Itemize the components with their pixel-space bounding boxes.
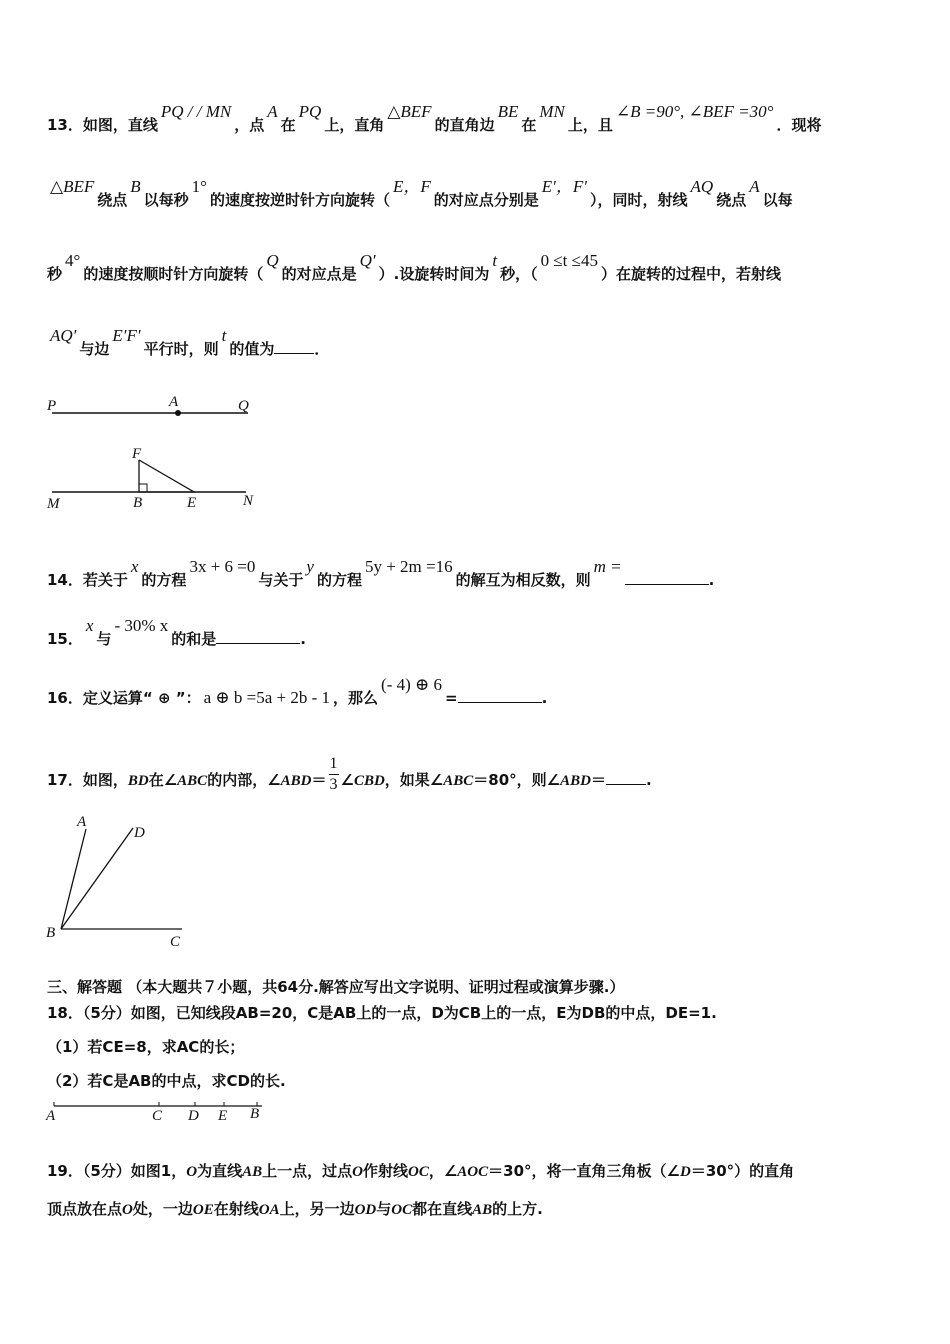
text: . [645,771,652,789]
text: ∠ [340,771,354,789]
q14 [47,557,715,590]
text: 秒 [47,265,63,283]
ray-bd [61,828,133,929]
math-pq-parallel-mn: PQ / / MN [160,102,232,121]
fraction-denominator: 3 [329,776,338,793]
text: 15． [47,630,83,648]
math-d: D [679,1164,691,1180]
label-d: D [188,1108,199,1124]
math-t: t [492,251,498,270]
math-o: O [352,1164,363,1180]
text: 17．如图， [47,771,128,789]
text: 都在直线 [412,1200,473,1218]
text: 绕点 [716,191,747,209]
math-m-equals: m = [593,557,622,576]
text: ，如果∠ [384,771,444,789]
text: 与 [96,630,112,648]
text: 的直角边 [434,116,495,134]
text: 作射线 [362,1162,408,1180]
math-equation-1: 3x + 6 =0 [189,557,256,576]
q18-stem: 18．（5分）如图，已知线段AB=20，C是AB上的一点，D为CB上的一点，E为DB的中点，DE=1. [47,1004,717,1022]
text: 与关于 [258,571,304,589]
text: 以每 [762,191,793,209]
text: 的解互为相反数，则 [455,571,591,589]
text: 上一点，过点 [262,1162,353,1180]
text: 为直线 [197,1162,243,1180]
text: 的速度按逆时针方向旋转（ [209,191,390,209]
math-abc: ABC [443,773,474,789]
math-pq: PQ [298,102,322,121]
math-mn: MN [539,102,565,121]
text: 在∠ [148,771,178,789]
text: = [445,689,458,707]
math-triangle-bef: △BEF [50,177,95,196]
math-o: O [122,1202,133,1218]
text: ），同时，射线 [590,191,688,209]
math-abd: ABD [280,773,312,789]
text: 的速度按顺时针方向旋转（ [83,265,264,283]
figure-13 [46,394,254,512]
label-n: N [243,493,254,509]
text: 的对应点分别是 [433,191,539,209]
label-q: Q [238,398,249,414]
math-e-prime-f-prime: E′F′ [112,326,141,345]
math-oa: OA [258,1202,280,1218]
right-angle-mark [139,484,147,492]
math-e-f: E，F [392,177,431,196]
text: ，∠ [428,1162,458,1180]
math-oc: OC [408,1164,429,1180]
math-x: x [85,616,94,635]
q18-part1: （1）若CE=8，求AC的长； [47,1038,245,1056]
math-od: OD [354,1202,377,1218]
text: 的和是 [171,630,217,648]
label-c: C [152,1108,163,1124]
math-o: O [186,1164,198,1180]
math-ab: AB [472,1202,493,1218]
q19-line1 [47,1161,794,1182]
text: 13．如图，直线 [47,116,158,134]
label-d: D [134,825,145,841]
text: ＝ [590,771,606,789]
answer-blank [458,688,542,703]
q18-part2: （2）若C是AB的中点，求CD的长. [47,1072,286,1090]
math-expression: (- 4) ⊕ 6 [381,675,443,694]
label-a: A [169,394,179,410]
text: 的方程 [316,571,362,589]
text: 在射线 [213,1200,259,1218]
math-oe: OE [192,1202,214,1218]
text: ）.设旋转时间为 [378,265,490,283]
text: 在 [280,116,296,134]
text: 在 [521,116,537,134]
figure-17 [46,814,182,950]
text: 19．（5分）如图1， [47,1162,187,1180]
label-f: F [132,446,142,462]
fraction-numerator: 1 [329,754,339,775]
math-t-range: 0 ≤t ≤45 [540,251,598,270]
text: 上，且 [567,116,613,134]
math-abd: ABD [560,773,591,789]
label-m: M [47,496,60,512]
text: 绕点 [97,191,128,209]
section-3-heading: 三、解答题 （本大题共７小题，共64分.解答应写出文字说明、证明过程或演算步骤.） [47,978,625,996]
text: 处，一边 [132,1200,193,1218]
text: 的上方. [492,1200,543,1218]
label-b: B [133,495,143,511]
text: ． [314,340,330,358]
math-aoc: AOC [457,1164,489,1180]
text: 的对应点是 [281,265,357,283]
text: ，那么 [333,689,379,707]
answer-blank [625,570,709,585]
math-definition: a ⊕ b =5a + 2b - 1 [203,688,331,707]
math-expression: - 30% x [114,616,169,635]
label-e: E [187,495,197,511]
math-be: BE [497,102,519,121]
text: 上，直角 [324,116,385,134]
math-a: A [267,102,278,121]
text: . [708,571,715,589]
label-e: E [218,1108,228,1124]
math-angles: ∠B =90°, ∠BEF =30° [615,102,774,121]
text: 上，另一边 [279,1200,355,1218]
label-a: A [46,1108,56,1124]
fraction-one-third [329,754,339,795]
label-a: A [77,814,87,830]
math-abc: ABC [177,773,208,789]
label-c: C [170,934,181,950]
text: 以每秒 [143,191,189,209]
math-4-degree: 4° [65,251,81,270]
label-p: P [47,398,57,414]
text: 16．定义运算“ ⊕ ”： [47,689,201,707]
point-a [175,410,181,416]
math-cbd: CBD [353,773,385,789]
text: 的方程 [141,571,187,589]
text: 14．若关于 [47,571,128,589]
label-b: B [46,925,56,941]
figure-18 [45,1102,262,1124]
math-q-prime: Q′ [359,251,376,270]
math-oc: OC [391,1202,413,1218]
answer-blank [216,629,300,644]
q19-line2 [47,1199,543,1220]
math-bd: BD [127,773,149,789]
math-aq: AQ [690,177,714,196]
math-aq-prime: AQ′ [50,326,77,345]
text: ＝ [311,771,327,789]
text: 秒，（ [500,265,538,283]
math-b: B [130,177,141,196]
text: . [300,630,306,648]
text: ＝30°，将一直角三角板（∠ [488,1162,680,1180]
text: 的内部，∠ [207,771,281,789]
text: ＝80°，则∠ [473,771,561,789]
math-1-degree: 1° [191,177,207,196]
math-triangle-bef: △BEF [387,102,432,121]
text: 与 [376,1200,392,1218]
text: . [541,689,548,707]
math-y: y [306,557,314,576]
label-b: B [250,1106,260,1122]
text: 顶点放在点 [47,1200,123,1218]
text: ．现将 [776,116,822,134]
math-e-prime-f-prime: E′，F′ [541,177,587,196]
math-a: A [749,177,760,196]
text: ）在旋转的过程中，若射线 [600,265,781,283]
math-t: t [221,326,227,345]
ray-ba [61,829,86,929]
text: ＝30°）的直角 [690,1162,795,1180]
math-equation-2: 5y + 2m =16 [364,557,453,576]
math-q: Q [266,251,279,270]
text: 与边 [79,340,110,358]
answer-blank [606,770,646,785]
q16 [47,675,548,708]
math-ab: AB [242,1164,263,1180]
math-x: x [130,557,139,576]
text: 平行时，则 [143,340,219,358]
q15 [47,616,306,649]
text: ，点 [234,116,265,134]
q17 [47,755,652,801]
text: 的值为 [229,340,275,358]
